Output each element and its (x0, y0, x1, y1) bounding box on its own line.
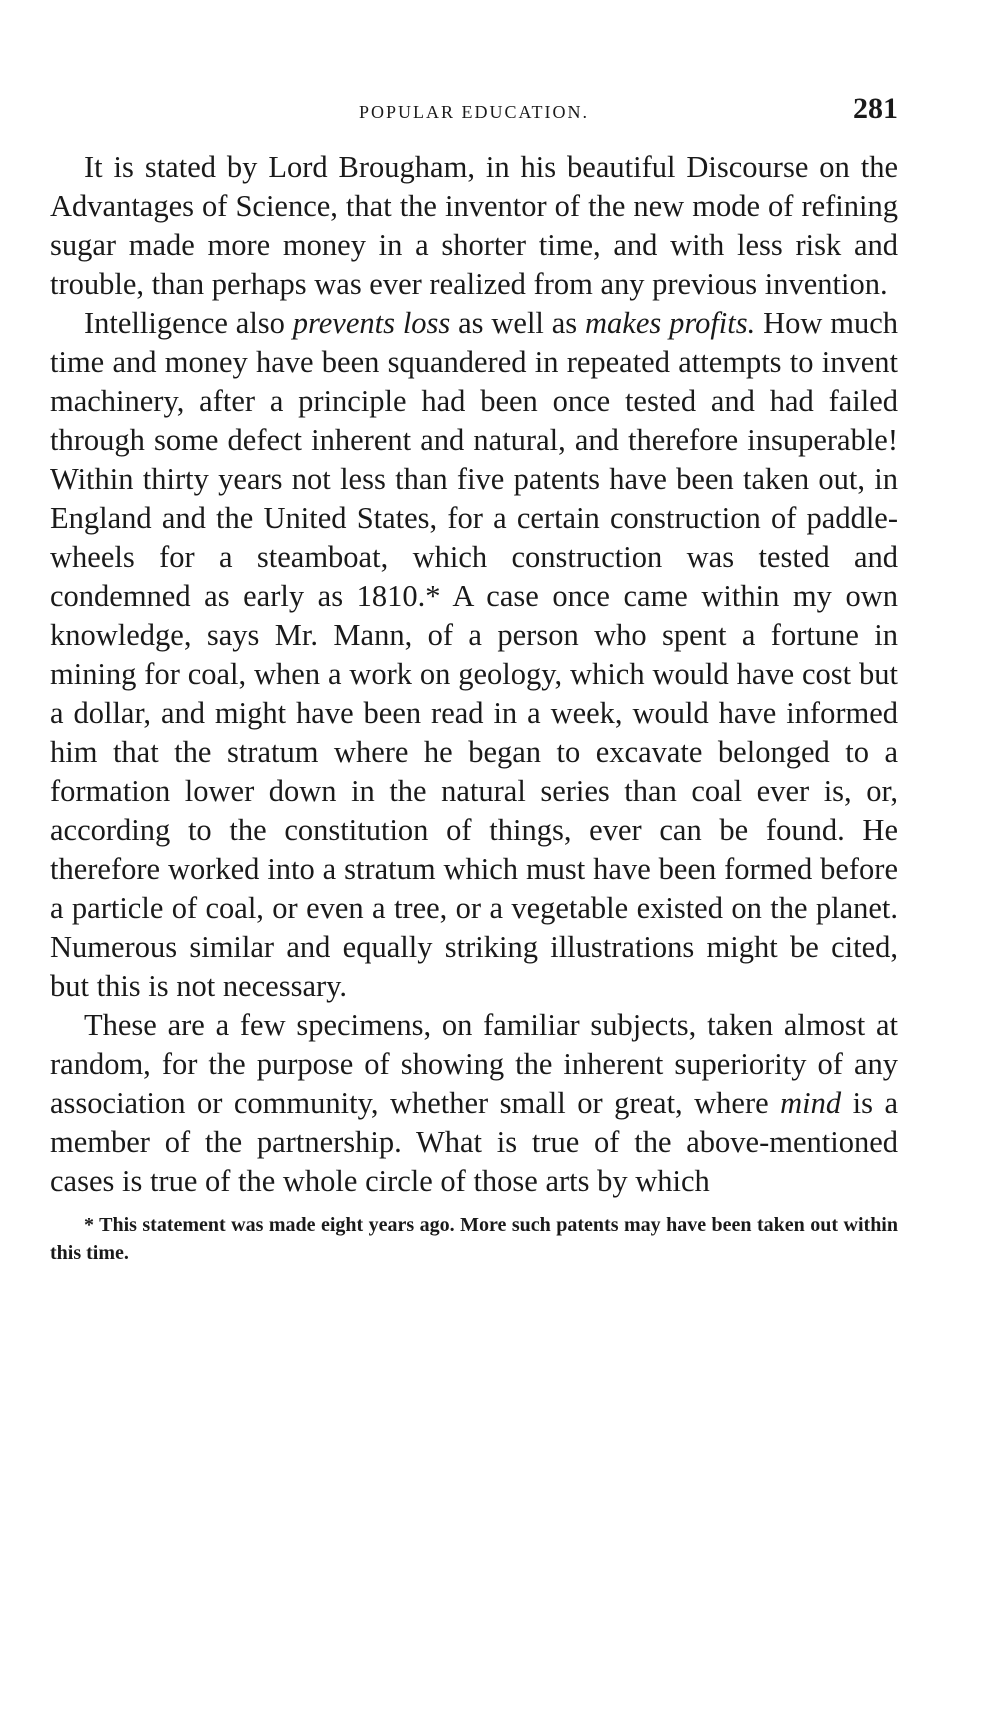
page-number: 281 (853, 92, 898, 125)
paragraph-2-emphasis-makes-profits: makes profits. (585, 306, 756, 340)
paragraph-3 (50, 1006, 898, 1201)
paragraph-2-mid: as well as (450, 306, 586, 340)
paragraph-1: It is stated by Lord Brougham, in his beautiful Discourse on the Advantages of Science, that the inventor of the new mode of refining sugar made more money in a shorter time, and with less risk and trouble, than perhaps was ever realized from any previous invention. (50, 150, 898, 301)
running-title: POPULAR EDUCATION. (358, 102, 589, 122)
paragraph-3-emphasis-mind: mind (780, 1086, 842, 1120)
paragraph-2-emphasis-prevents-loss: prevents loss (292, 306, 451, 340)
footnote: * This statement was made eight years ago. More such patents may have been taken out within this time. (50, 1214, 898, 1264)
paragraph-2-rest: How much time and money have been squandered in repeated attempts to invent machinery, after a principle had been once tested and had failed through some defect inherent and natural, and therefore insuperable! Within thirty years not less than five patents have been taken out, in England and the United States, for a certain construction of paddle-wheels for a steamboat, which construction was tested and condemned as early as 1810.* A case once came within my own knowledge, says Mr. Mann, of a person who spent a fortune in mining for coal, when a work on geology, which would have cost but a dollar, and might have been read in a week, would have informed him that the stratum where he began to excavate belonged to a formation lower down in the natural series than coal ever is, or, according to the constitution of things, ever can be found. He therefore worked into a stratum which must have been formed before a particle of coal, or even a tree, or a vegetable existed on the planet. Numerous similar and equally striking illustrations might be cited, but this is not necessary. (50, 306, 899, 1003)
body-text (50, 148, 898, 1201)
paragraph-2 (50, 304, 898, 1006)
paragraph-2-intro: Intelligence also (84, 306, 293, 340)
paragraph-3-intro: These are a few specimens, on familiar subjects, taken almost at random, for the purpose of showing the inherent superiority of any association or community, whether small or great, where (50, 1008, 898, 1120)
book-page (50, 92, 898, 1267)
paragraph-3-rest: is a member of the partnership. What is true of the above-mentioned cases is true of the whole circle of those arts by which (50, 1086, 898, 1198)
running-head (50, 92, 898, 132)
